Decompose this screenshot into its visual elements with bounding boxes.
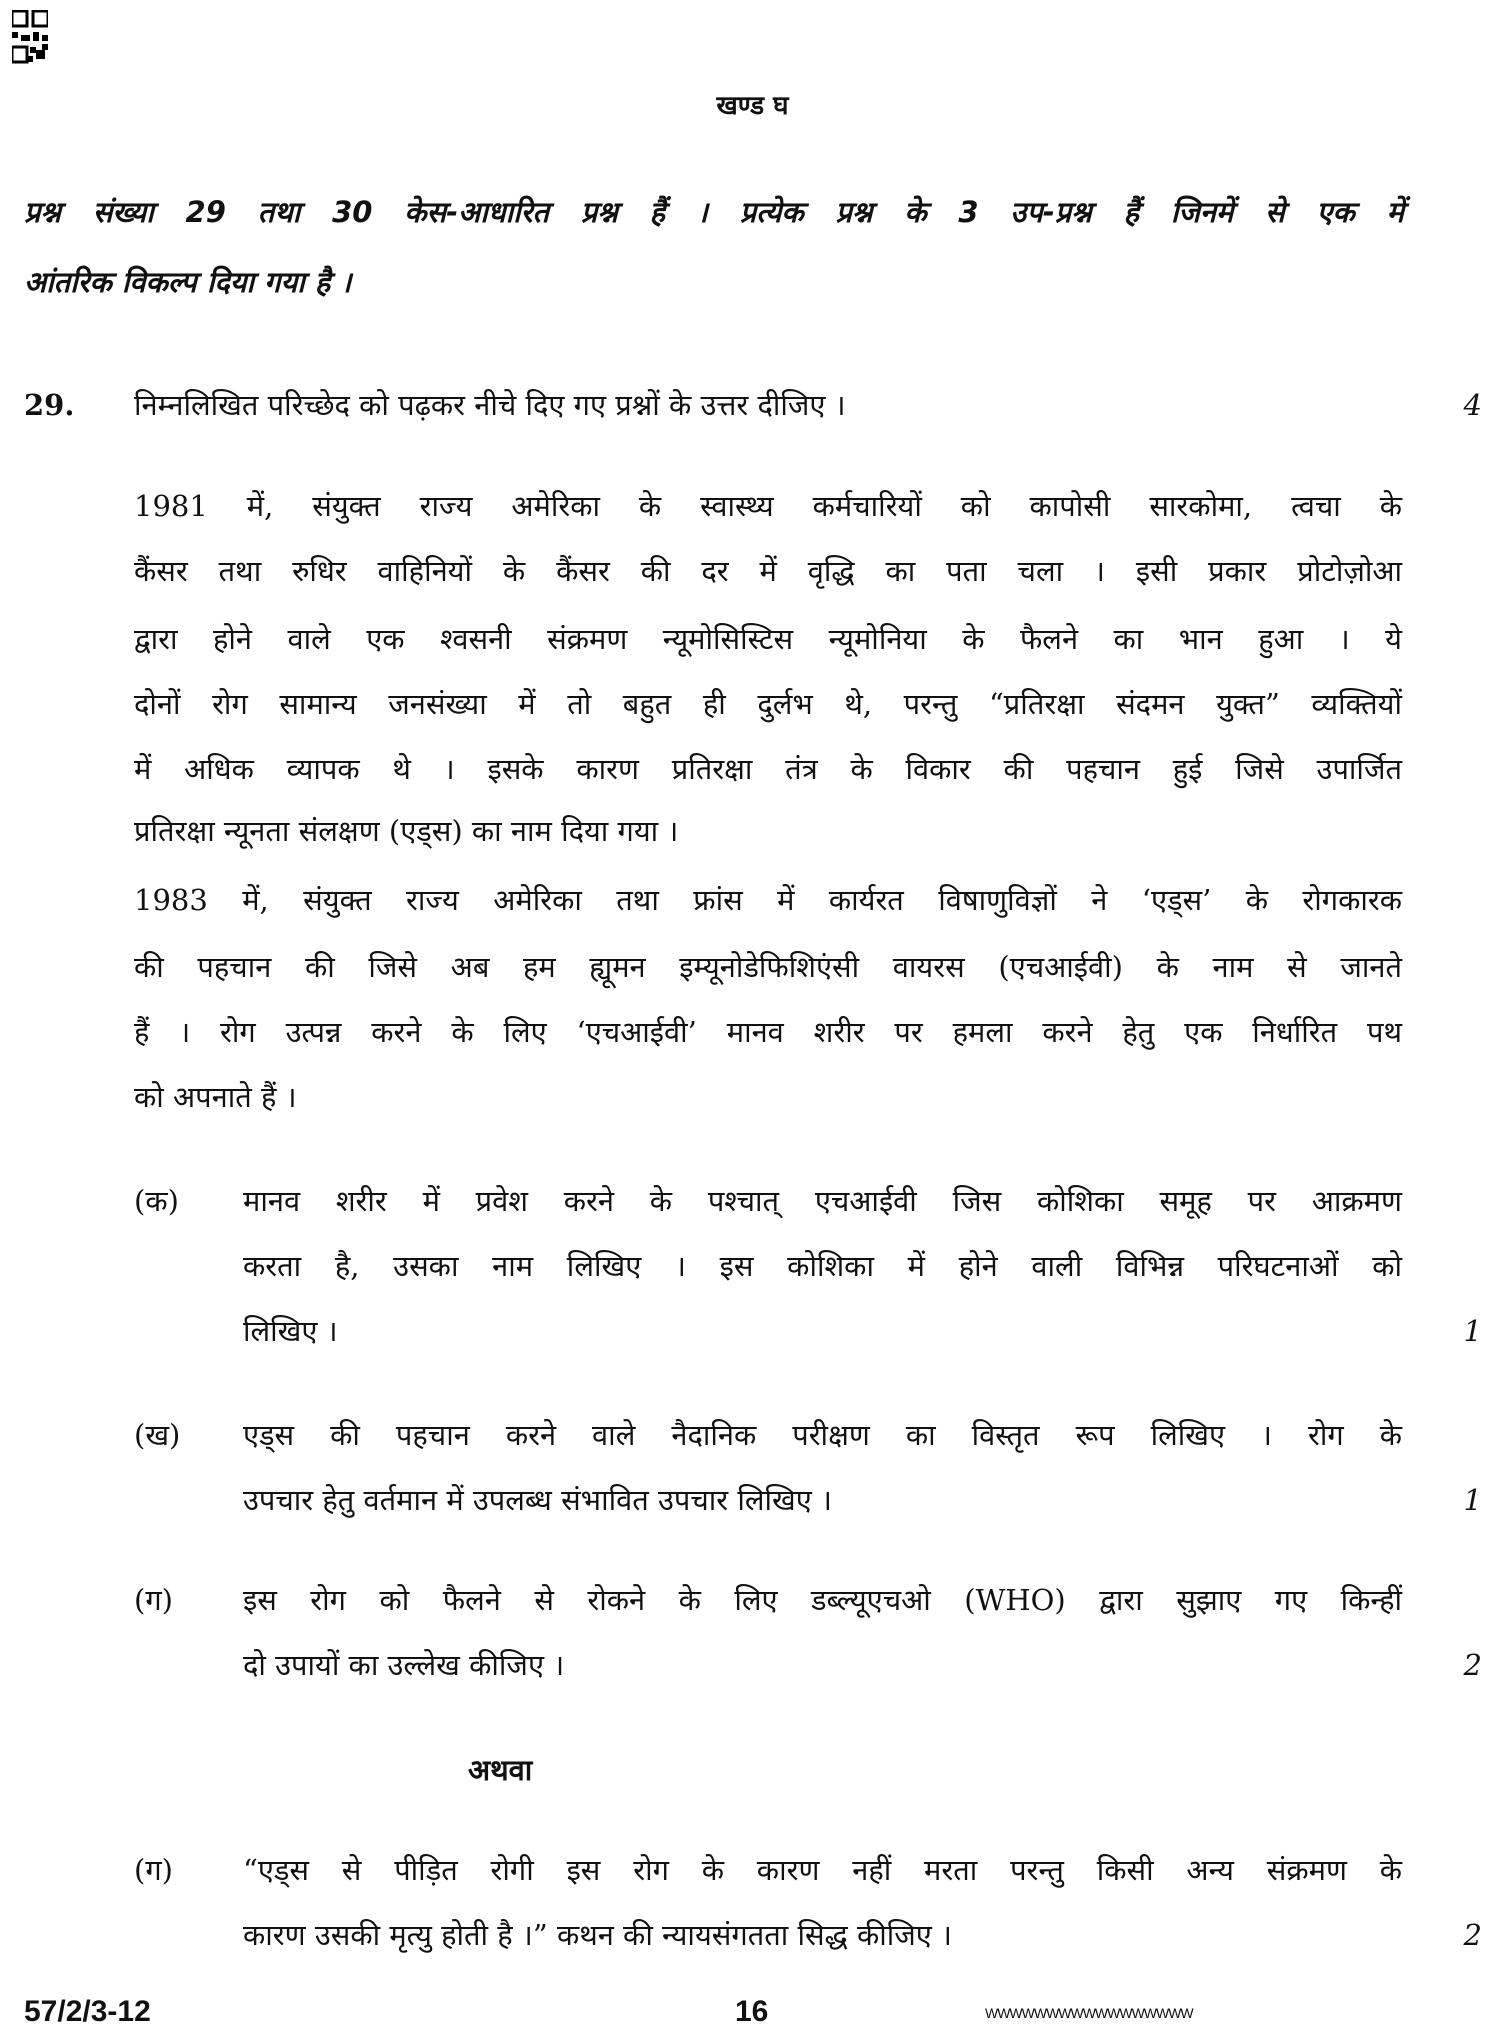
subquestion-line: इस रोग को फैलने से रोकने के लिए डब्ल्यूएचओ (WHO) द्वारा सुझाए गए किन्हीं (243, 1583, 1402, 1617)
passage-line: को अपनाते हैं । (134, 1080, 297, 1114)
passage-line: दोनों रोग सामान्य जनसंख्या में तो बहुत ही दुर्लभ थे, परन्तु “प्रतिरक्षा संदमन युक्त” व्यक्तियों (134, 687, 1402, 721)
subquestion-marks: 1 (1463, 1314, 1482, 1348)
subquestion-line: मानव शरीर में प्रवेश करने के पश्चात् एचआईवी जिस कोशिका समूह पर आक्रमण (243, 1184, 1402, 1218)
subquestion-marks: 2 (1463, 1918, 1482, 1952)
section-title: खण्ड घ (716, 91, 789, 121)
subquestion-marks: 1 (1463, 1483, 1482, 1517)
passage-line: की पहचान की जिसे अब हम ह्यूमन इम्यूनोडेफिशिएंसी वायरस (एचआईवी) के नाम से जानते (134, 950, 1402, 984)
instructions-line: प्रश्न संख्या 29 तथा 30 केस-आधारित प्रश्न हैं । प्रत्येक प्रश्न के 3 उप-प्रश्न हैं जिनमें से एक में (24, 195, 1404, 229)
passage-line: कैंसर तथा रुधिर वाहिनियों के कैंसर की दर में वृद्धि का पता चला । इसी प्रकार प्रोटोज़ोआ (134, 554, 1402, 588)
subquestion-line: एड्स की पहचान करने वाले नैदानिक परीक्षण का विस्तृत रूप लिखिए । रोग के (243, 1418, 1402, 1452)
question-marks: 4 (1463, 388, 1482, 422)
question-number: 29. (24, 388, 75, 422)
subquestion-label: (ग) (134, 1583, 173, 1617)
subquestion-label: (ग) (134, 1853, 173, 1887)
instructions-line: आंतरिक विकल्प दिया गया है । (24, 265, 352, 299)
question-prompt: निम्नलिखित परिच्छेद को पढ़कर नीचे दिए गए प्रश्नों के उत्तर दीजिए । (134, 388, 846, 422)
passage-line: में अधिक व्यापक थे । इसके कारण प्रतिरक्षा तंत्र के विकार की पहचान हुई जिसे उपार्जित (134, 752, 1402, 786)
passage-line: हैं । रोग उत्पन्न करने के लिए ‘एचआईवी’ मानव शरीर पर हमला करने हेतु एक निर्धारित पथ (134, 1015, 1402, 1049)
passage-line: 1983 में, संयुक्त राज्य अमेरिका तथा फ्रांस में कार्यरत विषाणुविज्ञों ने ‘एड्स’ के रोगकारक (134, 883, 1402, 917)
subquestion-label: (क) (134, 1184, 179, 1218)
subquestion-line: उपचार हेतु वर्तमान में उपलब्ध संभावित उपचार लिखिए । (243, 1483, 832, 1517)
qr-code-icon (12, 10, 48, 66)
passage-line: द्वारा होने वाले एक श्वसनी संक्रमण न्यूमोसिस्टिस न्यूमोनिया के फैलने का भान हुआ । ये (134, 622, 1402, 656)
subquestion-line: लिखिए । (243, 1314, 338, 1348)
paper-code: 57/2/3-12 (24, 1995, 151, 2028)
page-number: 16 (735, 1995, 769, 2028)
subquestion-marks: 2 (1463, 1648, 1482, 1682)
passage-line: 1981 में, संयुक्त राज्य अमेरिका के स्वास्थ्य कर्मचारियों को कापोसी सारकोमा, त्वचा के (134, 489, 1402, 523)
passage-line: प्रतिरक्षा न्यूनता संलक्षण (एड्स) का नाम दिया गया । (134, 814, 679, 848)
subquestion-label: (ख) (134, 1418, 181, 1452)
subquestion-line: “एड्स से पीड़ित रोगी इस रोग के कारण नहीं मरता परन्तु किसी अन्य संक्रमण के (243, 1853, 1402, 1887)
or-label: अथवा (468, 1753, 533, 1787)
subquestion-line: करता है, उसका नाम लिखिए । इस कोशिका में होने वाली विभिन्न परिघटनाओं को (243, 1249, 1402, 1283)
subquestion-line: कारण उसकी मृत्यु होती है ।” कथन की न्यायसंगतता सिद्ध कीजिए । (243, 1918, 953, 1952)
subquestion-line: दो उपायों का उल्लेख कीजिए । (243, 1648, 565, 1682)
footer-wave: WWWWWWWWWWWWWWWWW (985, 2005, 1193, 2021)
